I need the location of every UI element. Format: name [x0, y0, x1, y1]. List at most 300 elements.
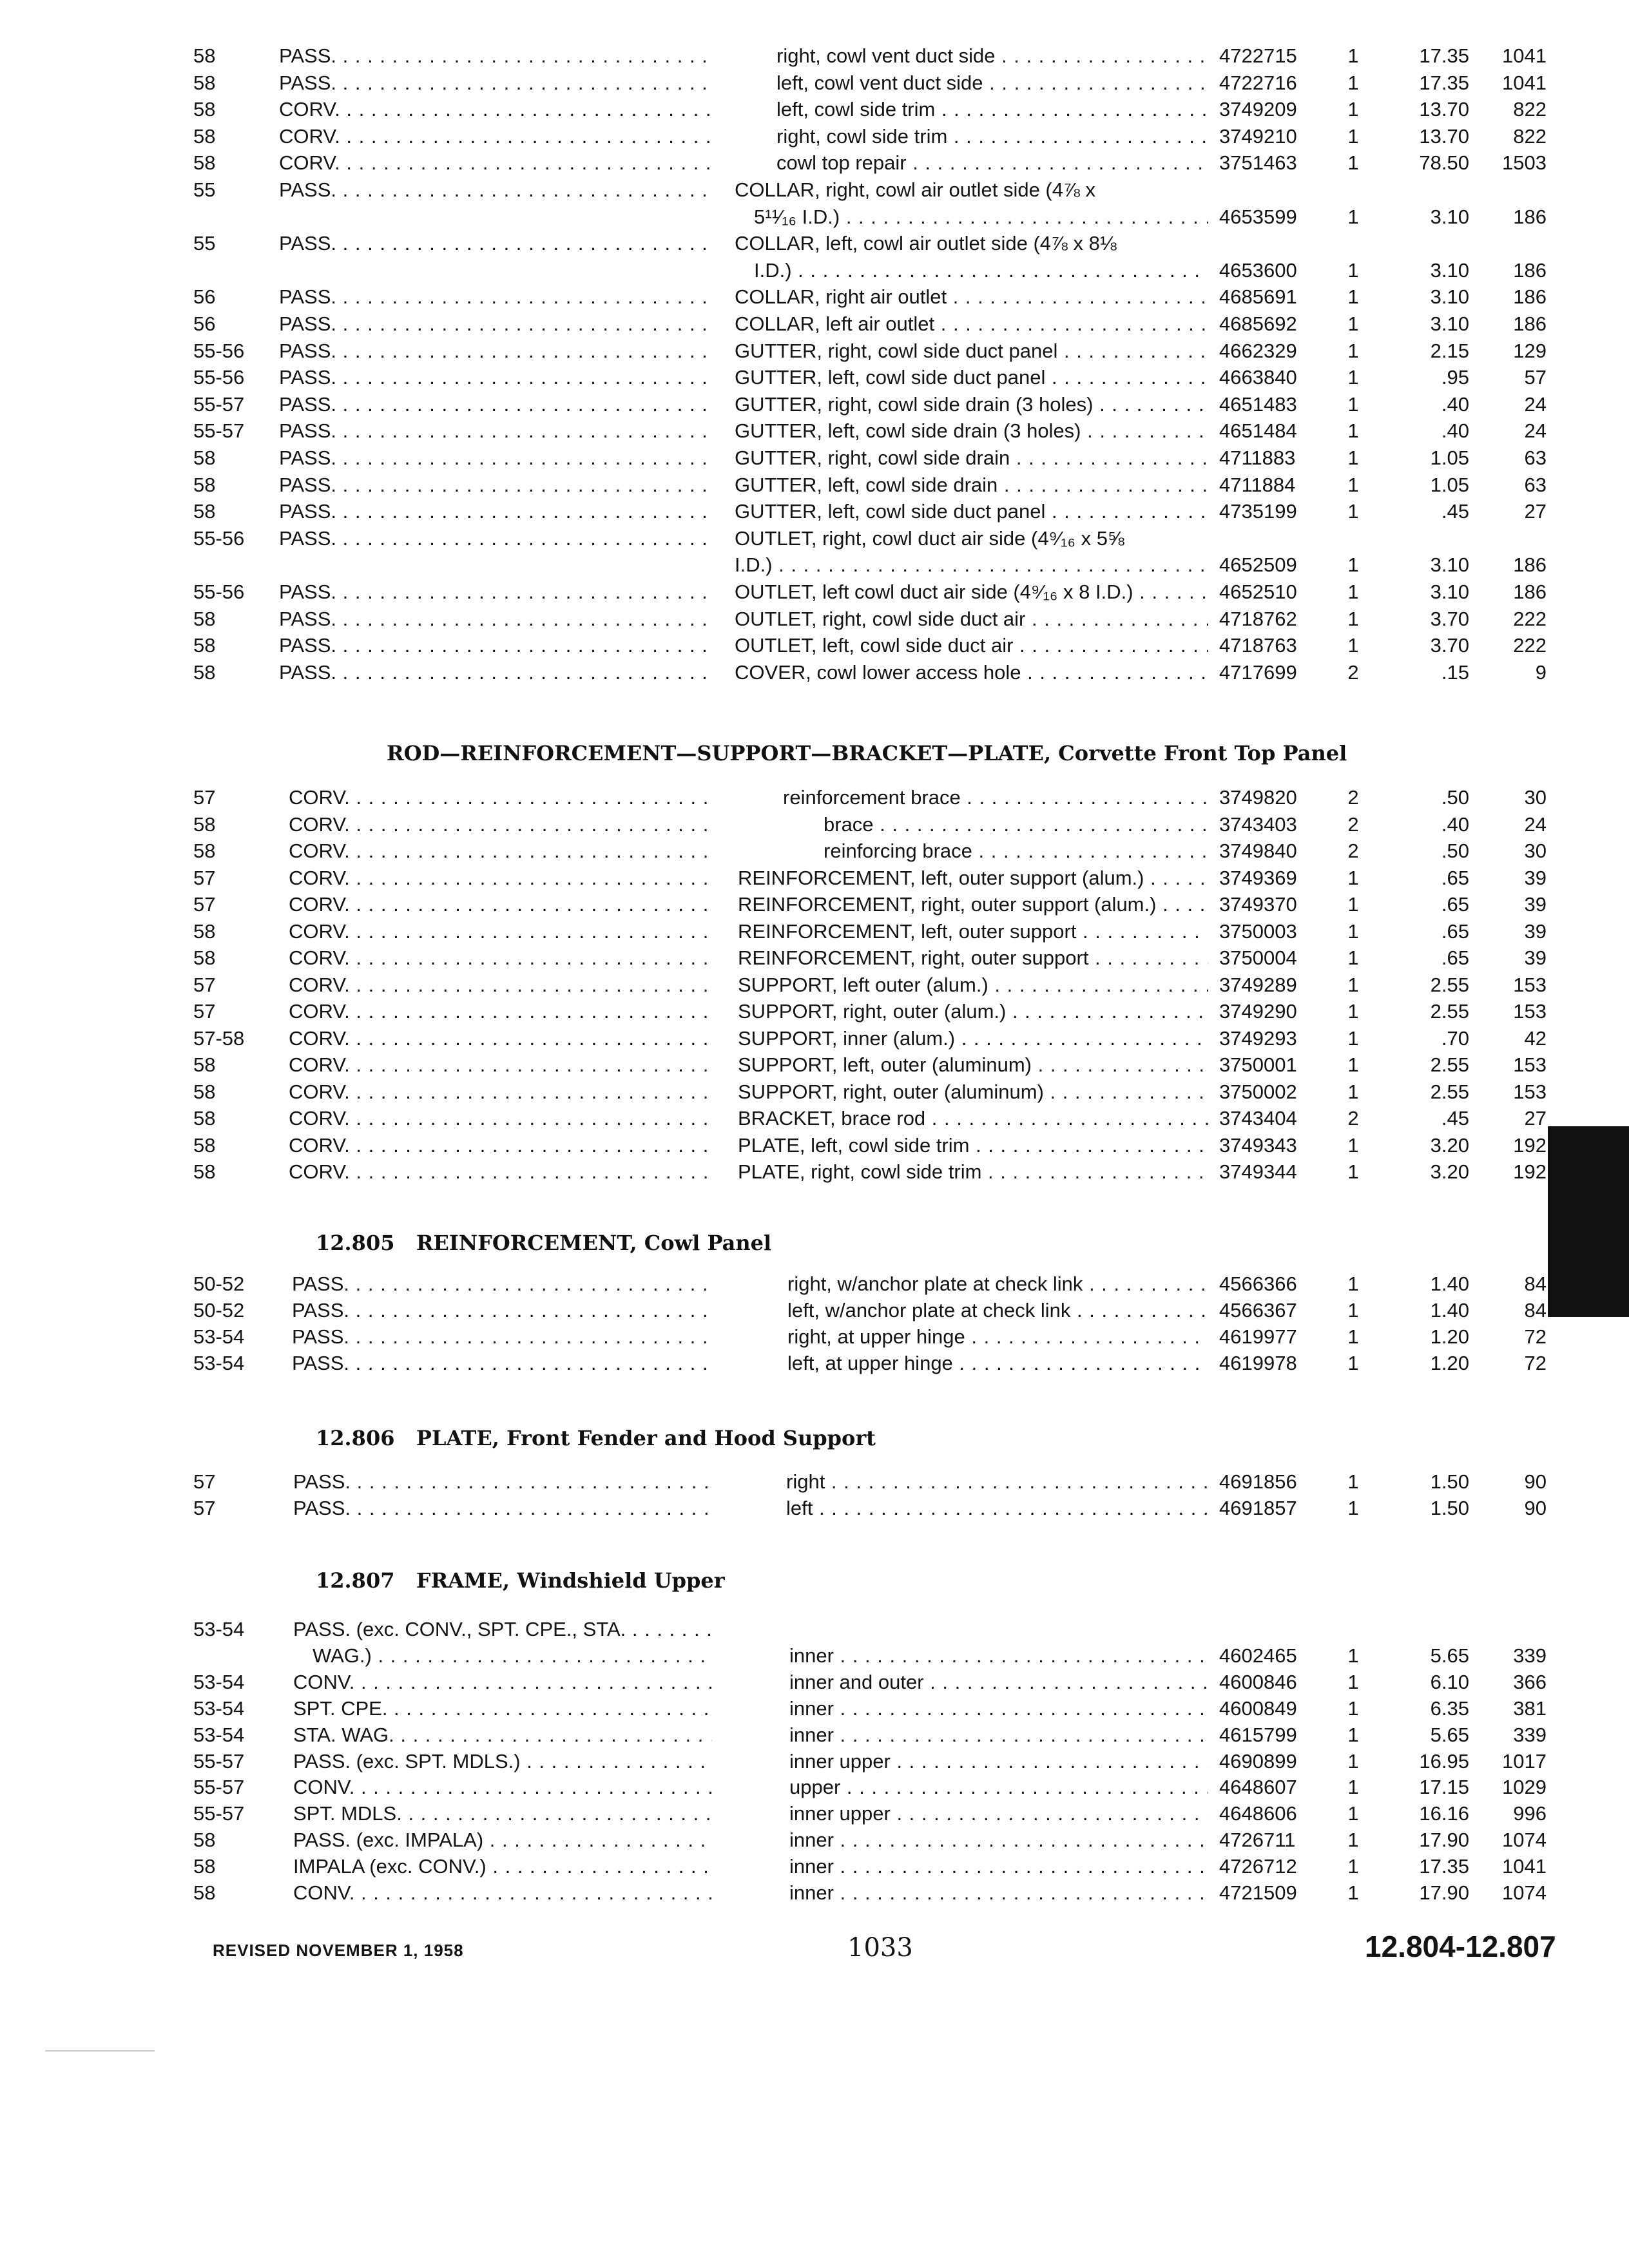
table-row — [0, 1879, 1629, 1907]
flat-rate: 339 — [1513, 1723, 1547, 1746]
table-row — [0, 811, 1629, 838]
list-price: .65 — [1441, 866, 1469, 889]
part-number: 4600846 — [1219, 1670, 1297, 1693]
part-description: inner upper . . . — [789, 1800, 1208, 1827]
model-year: 57 — [193, 866, 216, 889]
part-description: left, cowl side trim . . . — [776, 96, 1208, 123]
table-row — [0, 1642, 1629, 1669]
section-number: 12.807 — [316, 1568, 395, 1593]
flat-rate: 153 — [1513, 973, 1547, 996]
quantity: 1 — [1347, 1829, 1359, 1852]
quantity: 1 — [1347, 1352, 1359, 1374]
part-description: inner . . . — [789, 1722, 1208, 1749]
flat-rate: 186 — [1513, 285, 1547, 309]
part-description: SUPPORT, left, outer (aluminum) . . . — [738, 1052, 1208, 1079]
vehicle-model: CONV. . . . — [293, 1669, 712, 1696]
vehicle-model: PASS. . . . — [292, 1297, 712, 1324]
part-number: 4717699 — [1219, 660, 1297, 684]
model-year: 58 — [193, 840, 216, 862]
quantity: 1 — [1347, 71, 1359, 94]
flat-rate: 1029 — [1502, 1776, 1547, 1799]
model-year: 55 — [193, 178, 216, 201]
part-number: 4652509 — [1219, 553, 1297, 577]
quantity: 1 — [1347, 1080, 1359, 1103]
table-row — [0, 606, 1629, 633]
part-number: 4722715 — [1219, 44, 1297, 67]
quantity: 1 — [1347, 973, 1359, 996]
vehicle-model: CORV. . . . — [289, 972, 712, 999]
vehicle-model: IMPALA (exc. CONV.) . . . — [293, 1853, 712, 1880]
list-price: 3.10 — [1430, 581, 1469, 603]
part-number: 3751463 — [1219, 151, 1297, 175]
flat-rate: 222 — [1513, 634, 1547, 657]
flat-rate: 366 — [1513, 1670, 1547, 1693]
table-row — [0, 1669, 1629, 1696]
table-row — [0, 1722, 1629, 1749]
part-description: COLLAR, right, cowl air outlet side (4⅞ x — [735, 178, 1095, 201]
part-number: 4648607 — [1219, 1776, 1297, 1799]
part-description: COVER, cowl lower access hole . . . — [735, 659, 1208, 686]
quantity: 1 — [1347, 1644, 1359, 1667]
model-year: 57-58 — [193, 1026, 245, 1050]
vehicle-model: PASS. . . . — [279, 498, 712, 525]
model-year: 58 — [193, 607, 216, 630]
model-year: 53-54 — [193, 1696, 245, 1720]
flat-rate: 39 — [1524, 893, 1547, 916]
flat-rate: 39 — [1524, 947, 1547, 969]
quantity: 1 — [1347, 419, 1359, 443]
table-row — [0, 1271, 1629, 1298]
section-heading-12-805 — [316, 1231, 771, 1255]
vehicle-model: CORV. . . . — [279, 123, 712, 150]
part-description: SUPPORT, inner (alum.) . . . — [738, 1025, 1208, 1052]
vehicle-model: CORV. . . . — [289, 998, 712, 1025]
list-price: 78.50 — [1419, 151, 1469, 175]
vehicle-model: PASS. . . . — [279, 472, 712, 499]
model-year: 55-57 — [193, 1749, 245, 1773]
list-price: .50 — [1441, 786, 1469, 809]
quantity: 1 — [1347, 285, 1359, 309]
part-number: 3749210 — [1219, 124, 1297, 148]
vehicle-model: PASS. . . . — [279, 284, 712, 311]
list-price: 5.65 — [1430, 1723, 1469, 1746]
model-year: 57 — [193, 1470, 216, 1493]
quantity: 1 — [1347, 1053, 1359, 1076]
flat-rate: 84 — [1524, 1273, 1547, 1295]
table-row — [0, 1297, 1629, 1324]
model-year: 55-56 — [193, 526, 245, 550]
vehicle-model: PASS. . . . — [293, 1468, 712, 1495]
quantity: 1 — [1347, 366, 1359, 389]
list-price: .45 — [1441, 500, 1469, 523]
list-price: .70 — [1441, 1026, 1469, 1050]
vehicle-model: CORV. . . . — [289, 1158, 712, 1186]
list-price: 6.10 — [1430, 1670, 1469, 1693]
part-description: inner upper . . . — [789, 1748, 1208, 1775]
flat-rate: 72 — [1524, 1352, 1547, 1374]
part-description: right, cowl vent duct side . . . — [776, 43, 1208, 70]
vehicle-model: CORV. . . . — [289, 838, 712, 865]
flat-rate: 9 — [1535, 660, 1547, 684]
table-row — [0, 1350, 1629, 1377]
part-number: 3749290 — [1219, 1000, 1297, 1023]
flat-rate: 1503 — [1502, 151, 1547, 175]
list-price: 6.35 — [1430, 1696, 1469, 1720]
black-index-tab — [1548, 1126, 1629, 1317]
part-description: right . . . — [786, 1468, 1208, 1495]
model-year: 58 — [193, 151, 216, 175]
model-year: 53-54 — [193, 1325, 245, 1348]
list-price: 13.70 — [1419, 98, 1469, 121]
list-price: 3.70 — [1430, 634, 1469, 657]
part-number: 4653600 — [1219, 258, 1297, 282]
list-price: 17.35 — [1419, 44, 1469, 67]
list-price: 3.10 — [1430, 258, 1469, 282]
part-number: 4718763 — [1219, 634, 1297, 657]
quantity: 1 — [1347, 893, 1359, 916]
vehicle-model: CONV. . . . — [293, 1879, 712, 1907]
part-description: PLATE, left, cowl side trim . . . — [738, 1132, 1208, 1159]
vehicle-model: WAG.) . . . — [313, 1642, 712, 1669]
model-year: 57 — [193, 786, 216, 809]
quantity: 2 — [1347, 840, 1359, 862]
vehicle-model: PASS. . . . — [292, 1271, 712, 1298]
list-price: 2.55 — [1430, 1080, 1469, 1103]
model-year: 58 — [193, 1080, 216, 1103]
part-description: REINFORCEMENT, right, outer support . . . — [738, 945, 1208, 972]
list-price: 1.05 — [1430, 447, 1469, 469]
vehicle-model: PASS. . . . — [279, 445, 712, 472]
table-row — [0, 177, 1629, 204]
list-price: 3.20 — [1430, 1160, 1469, 1183]
flat-rate: 153 — [1513, 1053, 1547, 1076]
vehicle-model: CORV. . . . — [279, 149, 712, 177]
part-description: GUTTER, left, cowl side drain . . . — [735, 472, 1208, 499]
flat-rate: 57 — [1524, 366, 1547, 389]
part-description: left . . . — [786, 1495, 1208, 1522]
part-description: REINFORCEMENT, left, outer support (alum.) . . . — [738, 865, 1208, 892]
model-year: 55-57 — [193, 1802, 245, 1825]
part-number: 3749343 — [1219, 1133, 1297, 1157]
part-number: 3749293 — [1219, 1026, 1297, 1050]
part-description: right, at upper hinge . . . — [787, 1323, 1208, 1350]
part-number: 4566366 — [1219, 1273, 1297, 1295]
list-price: 1.40 — [1430, 1273, 1469, 1295]
table-row — [0, 891, 1629, 918]
table-row — [0, 204, 1629, 231]
table-row — [0, 1158, 1629, 1186]
part-description: SUPPORT, left outer (alum.) . . . — [738, 972, 1208, 999]
model-year: 58 — [193, 1829, 216, 1852]
model-year: 55 — [193, 232, 216, 255]
list-price: 1.40 — [1430, 1299, 1469, 1321]
quantity: 1 — [1347, 866, 1359, 889]
vehicle-model: PASS. (exc. CONV., SPT. CPE., STA. . . . — [293, 1616, 712, 1643]
list-price: .65 — [1441, 919, 1469, 943]
model-year: 55-57 — [193, 392, 245, 416]
vehicle-model: PASS. . . . — [279, 338, 712, 365]
part-number: 3743403 — [1219, 812, 1297, 836]
quantity: 1 — [1347, 1776, 1359, 1799]
quantity: 1 — [1347, 607, 1359, 630]
flat-rate: 90 — [1524, 1497, 1547, 1519]
model-year: 53-54 — [193, 1352, 245, 1374]
section-title: FRAME, Windshield Upper — [416, 1568, 725, 1593]
quantity: 1 — [1347, 98, 1359, 121]
model-year: 56 — [193, 285, 216, 309]
part-description: left, w/anchor plate at check link . . . — [787, 1297, 1208, 1324]
part-description: inner . . . — [789, 1879, 1208, 1907]
quantity: 1 — [1347, 1026, 1359, 1050]
model-year: 58 — [193, 500, 216, 523]
part-number: 4663840 — [1219, 366, 1297, 389]
quantity: 1 — [1347, 1855, 1359, 1878]
vehicle-model: PASS. . . . — [279, 70, 712, 97]
table-row — [0, 1800, 1629, 1827]
table-row — [0, 96, 1629, 123]
flat-rate: 381 — [1513, 1696, 1547, 1720]
list-price: 13.70 — [1419, 124, 1469, 148]
flat-rate: 1017 — [1502, 1749, 1547, 1773]
vehicle-model: PASS. . . . — [279, 43, 712, 70]
flat-rate: 63 — [1524, 473, 1547, 496]
list-price: 17.35 — [1419, 71, 1469, 94]
model-year: 58 — [193, 812, 216, 836]
part-number: 4711883 — [1219, 447, 1296, 469]
part-description: OUTLET, left cowl duct air side (4⁹⁄₁₆ x 8 I.D.) . . . — [735, 579, 1208, 606]
model-year: 58 — [193, 44, 216, 67]
quantity: 1 — [1347, 919, 1359, 943]
vehicle-model: CORV. . . . — [289, 1025, 712, 1052]
table-row — [0, 498, 1629, 525]
list-price: .40 — [1441, 812, 1469, 836]
part-number: 4651483 — [1219, 392, 1297, 416]
part-description: GUTTER, left, cowl side drain (3 holes) . . . — [735, 418, 1208, 445]
list-price: .95 — [1441, 366, 1469, 389]
quantity: 1 — [1347, 1723, 1359, 1746]
model-year: 58 — [193, 71, 216, 94]
model-year: 56 — [193, 312, 216, 335]
list-price: .40 — [1441, 392, 1469, 416]
flat-rate: 27 — [1524, 500, 1547, 523]
quantity: 1 — [1347, 1497, 1359, 1519]
vehicle-model: PASS. . . . — [292, 1350, 712, 1377]
flat-rate: 1074 — [1502, 1829, 1547, 1852]
part-number: 4600849 — [1219, 1696, 1297, 1720]
vehicle-model: PASS. . . . — [279, 364, 712, 391]
table-row — [0, 998, 1629, 1025]
vehicle-model: STA. WAG. . . . — [293, 1722, 712, 1749]
model-year: 55-56 — [193, 339, 245, 362]
list-price: 5.65 — [1430, 1644, 1469, 1667]
flat-rate: 1041 — [1502, 44, 1547, 67]
part-description: I.D.) . . . — [754, 257, 1208, 284]
model-year: 55-56 — [193, 366, 245, 389]
part-description: 5¹¹⁄₁₆ I.D.) . . . — [754, 204, 1208, 231]
part-number: 4685692 — [1219, 312, 1297, 335]
model-year: 58 — [193, 1881, 216, 1904]
table-row — [0, 1132, 1629, 1159]
part-description: OUTLET, right, cowl duct air side (4⁹⁄₁₆ x 5⅝ — [735, 526, 1124, 550]
flat-rate: 30 — [1524, 786, 1547, 809]
model-year: 57 — [193, 1000, 216, 1023]
list-price: 2.15 — [1430, 339, 1469, 362]
section-range: 12.804-12.807 — [1365, 1930, 1556, 1963]
quantity: 1 — [1347, 1325, 1359, 1348]
flat-rate: 192 — [1513, 1160, 1547, 1183]
page-number: 1033 — [847, 1933, 913, 1963]
part-number: 4662329 — [1219, 339, 1297, 362]
section-title: PLATE, Front Fender and Hood Support — [416, 1426, 876, 1450]
vehicle-model: PASS. (exc. IMPALA) . . . — [293, 1827, 712, 1854]
part-description: inner . . . — [789, 1695, 1208, 1722]
part-number: 3749370 — [1219, 893, 1297, 916]
flat-rate: 192 — [1513, 1133, 1547, 1157]
list-price: .50 — [1441, 840, 1469, 862]
section-title: ROD—REINFORCEMENT—SUPPORT—BRACKET—PLATE, Corvette Front Top Panel — [387, 741, 1347, 765]
quantity: 1 — [1347, 124, 1359, 148]
part-description: right, w/anchor plate at check link . . . — [787, 1271, 1208, 1298]
vehicle-model: CORV. . . . — [289, 918, 712, 945]
part-description: inner . . . — [789, 1853, 1208, 1880]
part-number: 4718762 — [1219, 607, 1297, 630]
section-heading-12-806 — [316, 1426, 876, 1450]
quantity: 1 — [1347, 1881, 1359, 1904]
quantity: 1 — [1347, 1000, 1359, 1023]
part-description: I.D.) . . . — [735, 552, 1208, 579]
quantity: 2 — [1347, 786, 1359, 809]
flat-rate: 153 — [1513, 1080, 1547, 1103]
table-row — [0, 1323, 1629, 1350]
model-year: 58 — [193, 1855, 216, 1878]
vehicle-model: PASS. . . . — [279, 391, 712, 418]
flat-rate: 24 — [1524, 392, 1547, 416]
part-number: 4685691 — [1219, 285, 1297, 309]
list-price: 3.10 — [1430, 205, 1469, 228]
table-row — [0, 338, 1629, 365]
model-year: 57 — [193, 1497, 216, 1519]
part-description: SUPPORT, right, outer (alum.) . . . — [738, 998, 1208, 1025]
table-row — [0, 1695, 1629, 1722]
table-row — [0, 445, 1629, 472]
table-row — [0, 552, 1629, 579]
part-description: COLLAR, left, cowl air outlet side (4⅞ x 8⅛ — [735, 232, 1117, 255]
vehicle-model: CONV. . . . — [293, 1774, 712, 1801]
table-row — [0, 838, 1629, 865]
part-number: 3750001 — [1219, 1053, 1297, 1076]
part-description: cowl top repair . . . — [776, 149, 1208, 177]
list-price: 3.10 — [1430, 312, 1469, 335]
revised-date: REVISED NOVEMBER 1, 1958 — [213, 1941, 464, 1960]
model-year: 53-54 — [193, 1723, 245, 1746]
quantity: 1 — [1347, 500, 1359, 523]
vehicle-model: CORV. . . . — [289, 1052, 712, 1079]
section-heading-corvette-top-panel — [387, 741, 1347, 765]
part-description: GUTTER, right, cowl side duct panel . . . — [735, 338, 1208, 365]
quantity: 1 — [1347, 44, 1359, 67]
flat-rate: 186 — [1513, 258, 1547, 282]
table-row — [0, 918, 1629, 945]
vehicle-model: PASS. . . . — [279, 230, 712, 257]
part-number: 4691856 — [1219, 1470, 1297, 1493]
part-number: 4619977 — [1219, 1325, 1297, 1348]
table-row — [0, 972, 1629, 999]
quantity: 1 — [1347, 258, 1359, 282]
list-price: 17.15 — [1419, 1776, 1469, 1799]
flat-rate: 39 — [1524, 919, 1547, 943]
list-price: 2.55 — [1430, 1000, 1469, 1023]
part-description: SUPPORT, right, outer (aluminum) . . . — [738, 1079, 1208, 1106]
flat-rate: 24 — [1524, 419, 1547, 443]
flat-rate: 63 — [1524, 447, 1547, 469]
part-number: 4615799 — [1219, 1723, 1297, 1746]
table-row — [0, 784, 1629, 811]
model-year: 55-57 — [193, 1776, 245, 1799]
quantity: 1 — [1347, 473, 1359, 496]
part-number: 3743404 — [1219, 1107, 1297, 1129]
table-row — [0, 1774, 1629, 1801]
vehicle-model: CORV. . . . — [279, 96, 712, 123]
quantity: 1 — [1347, 947, 1359, 969]
section-number: 12.805 — [316, 1231, 395, 1255]
list-price: 3.70 — [1430, 607, 1469, 630]
table-row — [0, 659, 1629, 686]
table-row — [0, 1827, 1629, 1854]
table-row — [0, 472, 1629, 499]
quantity: 1 — [1347, 1802, 1359, 1825]
model-year: 58 — [193, 947, 216, 969]
model-year: 57 — [193, 973, 216, 996]
part-description: inner . . . — [789, 1642, 1208, 1669]
model-year: 58 — [193, 473, 216, 496]
part-number: 4726712 — [1219, 1855, 1297, 1878]
model-year: 58 — [193, 660, 216, 684]
part-number: 4721509 — [1219, 1881, 1297, 1904]
table-row — [0, 1105, 1629, 1132]
part-description: GUTTER, right, cowl side drain (3 holes) . . . — [735, 391, 1208, 418]
part-number: 3749344 — [1219, 1160, 1297, 1183]
table-row — [0, 284, 1629, 311]
quantity: 1 — [1347, 339, 1359, 362]
vehicle-model: CORV. . . . — [289, 784, 712, 811]
table-row — [0, 525, 1629, 552]
list-price: 2.55 — [1430, 1053, 1469, 1076]
part-description: left, cowl vent duct side . . . — [776, 70, 1208, 97]
quantity: 1 — [1347, 392, 1359, 416]
model-year: 50-52 — [193, 1299, 245, 1321]
vehicle-model: PASS. . . . — [279, 311, 712, 338]
table-row — [0, 364, 1629, 391]
table-row — [0, 123, 1629, 150]
model-year: 50-52 — [193, 1273, 245, 1295]
part-description: GUTTER, right, cowl side drain . . . — [735, 445, 1208, 472]
part-number: 4566367 — [1219, 1299, 1297, 1321]
part-number: 4726711 — [1219, 1829, 1296, 1852]
vehicle-model: CORV. . . . — [289, 1132, 712, 1159]
table-row — [0, 70, 1629, 97]
part-description: GUTTER, left, cowl side duct panel . . . — [735, 364, 1208, 391]
model-year: 58 — [193, 1053, 216, 1076]
part-description: inner and outer . . . — [789, 1669, 1208, 1696]
table-row — [0, 1079, 1629, 1106]
part-description: GUTTER, left, cowl side duct panel . . . — [735, 498, 1208, 525]
table-row — [0, 579, 1629, 606]
part-number: 4711884 — [1219, 473, 1296, 496]
flat-rate: 84 — [1524, 1299, 1547, 1321]
flat-rate: 90 — [1524, 1470, 1547, 1493]
list-price: 3.10 — [1430, 285, 1469, 309]
part-number: 3749840 — [1219, 840, 1297, 862]
